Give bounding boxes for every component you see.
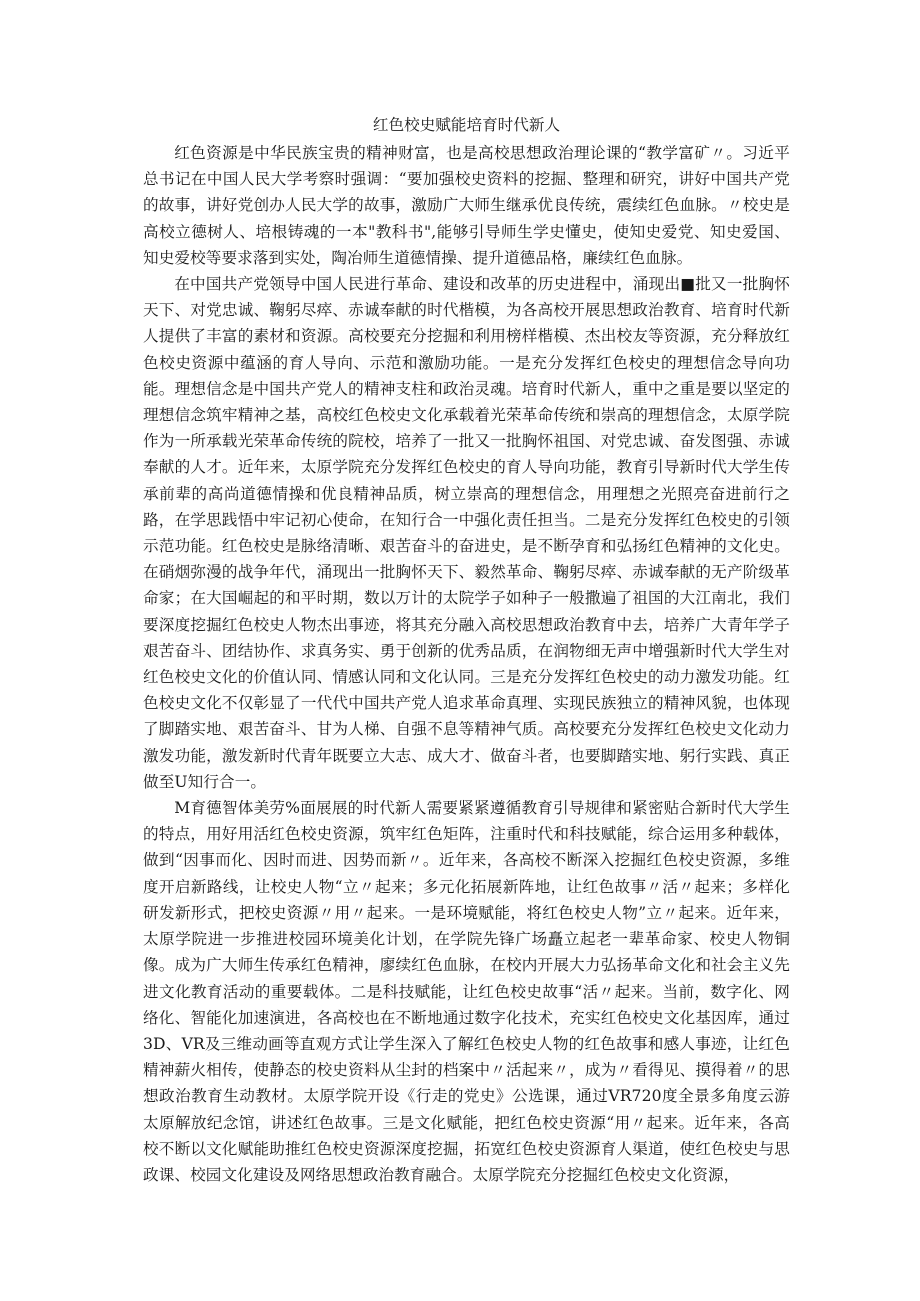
document-page bbox=[143, 110, 790, 1188]
document-title: 红色校史赋能培育时代新人 bbox=[372, 116, 561, 134]
paragraph-3: M育德智体美劳%面展展的时代新人需要紧紧遵循教育引导规律和紧密贴合新时代大学生的特点，用好用活红色校史资源，筑牢红色矩阵，注重时代和科技赋能，综合运用多种载体，做到“因事而化、因时而进、因势而新〃。近年来，各高校不断深入挖掘红色校史资源，多维度开启新路线，让校史人物“立〃起来；多元化拓展新阵地，让红色故事〃活〃起来；多样化研发新形式，把校史资源〃用〃起来。一是环境赋能，将红色校史人物”立〃起来。近年来，太原学院进一步推进校园环境美化计划，在学院先锋广场矗立起老一辈革命家、校史人物铜像。成为广大师生传承红色精神，廖续红色血脉，在校内开展大力弘扬革命文化和社会主义先进文化教育活动的重要载体。二是科技赋能，让红色校史故事“活〃起来。当前，数字化、网络化、智能化加速演进，各高校也在不断地通过数字化技术，充实红色校史文化基因库，通过3D、VR及三维动画等直观方式让学生深入了解红色校史人物的红色故事和感人事迹，让红色精神薪火相传，使静态的校史资料从尘封的档案中〃活起来〃，成为〃看得见、摸得着〃的思想政治教育生动教材。太原学院开设《行走的党史》公选课，通过VR720度全景多角度云游太原解放纪念馆，讲述红色故事。三是文化赋能，把红色校史资源“用〃起来。近年来，各高校不断以文化赋能助推红色校史资源深度挖掘，拓宽红色校史资源育人渠道，使红色校史与思政课、校园文化建设及网络思想政治教育融合。太原学院充分挖掘红色校史文化资源， bbox=[143, 799, 790, 1184]
paragraph-1: 红色资源是中华民族宝贵的精神财富，也是高校思想政治理论课的“教学富矿〃。习近平总书记在中国人民大学考察时强调：“要加强校史资料的挖掘、整理和研究，讲好中国共产党的故事，讲好党创办人民大学的故事，激励广大师生继承优良传统，震续红色血脉。〃校史是高校立德树人、培根铸魂的一本"教科书",能够引导师生学史懂史，使知史爱党、知史爱国、知史爱校等要求落到实处，陶冶师生道德情操、提升道德品格，廉续红色血脉。 bbox=[143, 144, 790, 267]
paragraph-2: 在中国共产党领导中国人民进行革命、建设和改革的历史进程中，涌现出■批又一批胸怀天下、对党忠诚、鞠躬尽瘁、赤诚奉献的时代楷模，为各高校开展思想政治教育、培育时代新人提供了丰富的素材和资源。高校要充分挖掘和利用榜样楷模、杰出校友等资源，充分释放红色校史资源中蕴涵的育人导向、示范和激励功能。一是充分发挥红色校史的理想信念导向功能。理想信念是中国共产党人的精神支柱和政治灵魂。培育时代新人，重中之重是要以坚定的理想信念筑牢精神之基，高校红色校史文化承载着光荣革命传统和崇高的理想信念，太原学院作为一所承载光荣革命传统的院校，培养了一批又一批胸怀祖国、对党忠诚、奋发图强、赤诚奉献的人才。近年来，太原学院充分发挥红色校史的育人导向功能，教育引导新时代大学生传承前辈的高尚道德情操和优良精神品质，树立崇高的理想信念，用理想之光照亮奋进前行之路，在学思践悟中牢记初心使命，在知行合一中强化责任担当。二是充分发挥红色校史的引领示范功能。红色校史是脉络清晰、艰苦奋斗的奋进史，是不断孕育和弘扬红色精神的文化史。在硝烟弥漫的战争年代，涌现出一批胸怀天下、毅然革命、鞠躬尽瘁、赤诚奉献的无产阶级革命家；在大国崛起的和平时期，数以万计的太院学子如种子一般撒遍了祖国的大江南北，我们要深度挖掘红色校史人物杰出事迹，将其充分融入高校思想政治教育中去，培养广大青年学子艰苦奋斗、团结协作、求真务实、勇于创新的优秀品质，在润物细无声中增强新时代大学生对红色校史文化的价值认同、情感认同和文化认同。三是充分发挥红色校史的动力激发功能。红色校史文化不仅彰显了一代代中国共产党人追求革命真理、实现民族独立的精神风貌，也体现了脚踏实地、艰苦奋斗、甘为人梯、自强不息等精神气质。高校要充分发挥红色校史文化动力激发功能，激发新时代青年既要立大志、成大才、做奋斗者，也要脚踏实地、躬行实践、真正做至U知行合一。 bbox=[143, 275, 790, 791]
